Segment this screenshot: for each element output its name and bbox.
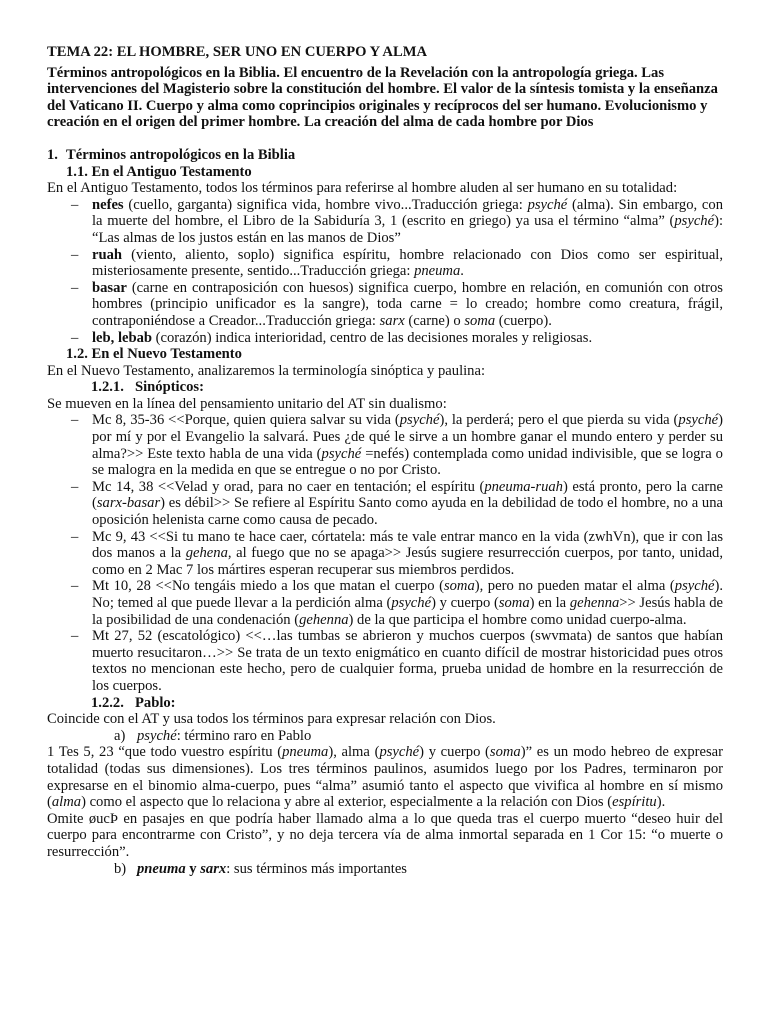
term-ruah-word: ruah — [92, 246, 123, 263]
at-terms-list — [47, 197, 723, 346]
quote-italic: psyché — [391, 595, 432, 611]
dash-bullet: – — [71, 329, 79, 346]
term-basar-text: (carne en contraposición con huesos) significa cuerpo, hombre en relación, en comunión con otros hombres (principio unificador es la sangre), toda carne = lo creado; hombre como creatura, frágil, contraponiéndose a Creador...Traducción griega: — [92, 279, 723, 329]
quote-italic: psyché — [678, 412, 719, 429]
paragraph-italic: pneuma — [282, 744, 329, 761]
quote-italic: sarx-basar — [96, 495, 161, 512]
quote-text: , al fuego que no se apaga>> Jesús sugiere resurrección cuerpos, por tanto, unidad, como en 2 Mac 7 los mártires esperan recuperar sus miembros perdidos. — [92, 545, 723, 578]
paragraph-text: 1 Tes 5, 23 “que todo vuestro espíritu ( — [47, 744, 283, 761]
quote-text: Mc 8, 35-36 <<Porque, quien quiera salvar su vida ( — [92, 412, 400, 429]
quote-text: ) está pronto, pero la carne ( — [92, 478, 724, 512]
quote-italic: soma — [498, 595, 530, 611]
section-1-2-1-heading — [91, 379, 723, 396]
term-basar-italic: sarx — [379, 312, 405, 329]
term-basar-italic: soma — [464, 312, 496, 329]
term-basar — [47, 280, 723, 330]
section-1-2-heading: 1.2. En el Nuevo Testamento — [66, 346, 242, 363]
quote-text: =nefés) contemplada como unidad indivisible, que se logra o se malogra en la medida en que se entregue o no por Cristo. — [92, 445, 723, 479]
quote-text: ). No; temed al que puede llevar a la perdición alma ( — [92, 578, 723, 611]
item-a-text: : término raro en Pablo — [176, 727, 312, 744]
quote-mc9 — [47, 529, 723, 579]
section-1-2-1-number: 1.2.1. — [91, 379, 124, 396]
term-basar-word: basar — [92, 279, 127, 296]
section-1-title: Términos antropológicos en la Biblia — [66, 146, 296, 163]
term-leb-word: leb, lebab — [92, 329, 153, 346]
term-nefes-text: (cuello, garganta) significa vida, hombre vivo...Traducción griega: — [123, 196, 528, 213]
quote-text: ) por mí y por el Evangelio la salvará. Pues ¿de qué le sirve a un hombre ganar el mundo entero y perder su alma?>> Este texto habla de una vida ( — [92, 412, 723, 462]
quote-text: ), pero no pueden matar el alma ( — [474, 578, 675, 595]
dash-bullet: – — [71, 196, 79, 213]
term-nefes-text: ): “Las almas de los justos están en las manos de Dios” — [92, 213, 723, 246]
sinopticos-list — [47, 412, 723, 694]
paragraph-text: )” es un modo hebreo de expresar totalidad (todas sus dimensiones). Los tres términos paulinos, asumidos luego por los Padres, terminaron por expresarse en el binomio alma-cuerpo, pues “alma” asumió tanto el aspecto que vivifica al hombre en sí mismo ( — [47, 744, 724, 811]
item-b-text: : sus términos más importantes — [226, 860, 407, 877]
paragraph-italic: soma — [489, 744, 521, 761]
term-nefes-word: nefes — [92, 196, 124, 213]
pablo-paragraph-2: Omite øucÞ en pasajes en que podría haber llamado alma a lo que queda tras el cuerpo muerto “deseo huir del cuerpo para encontrarme con Cristo”, y no deja tercera vía de alma inmortal separada en 1 Cor 15: “o muerte o resurrección”. — [47, 810, 723, 860]
dash-bullet: – — [71, 279, 79, 296]
dash-bullet: – — [71, 578, 79, 595]
pablo-item-b — [114, 861, 723, 878]
section-1-heading — [47, 147, 723, 164]
term-nefes-italic: psyché — [674, 213, 715, 230]
quote-text: ) es débil>> Se refiere al Espíritu Santo como ayuda en la debilidad de todo el hombre, no a una oposición helenista carne como causa de pecado. — [92, 495, 723, 529]
document-subtitle: Términos antropológicos en la Biblia. El encuentro de la Revelación con la antropología griega. Las intervenciones del Magisterio sobre la constitución del hombre. El valor de la síntesis tomista y la enseñanza del Vaticano II. Cuerpo y alma como coprincipios originales y recíprocos del ser humano. Evolucionismo y creación en el origen del primer hombre. La creación del alma de cada hombre por Dios — [47, 64, 718, 131]
quote-mt27 — [47, 628, 723, 694]
quote-mt10 — [47, 578, 723, 628]
quote-italic: gehenna — [299, 611, 349, 628]
section-1-2-2-title: Pablo: — [135, 694, 176, 711]
quote-text: ) en la — [529, 595, 570, 611]
quote-mc8 — [47, 412, 723, 478]
pablo-intro: Coincide con el AT y usa todos los términos para expresar relación con Dios. — [47, 711, 496, 728]
item-a-term: psyché — [137, 727, 177, 744]
section-1-2-2-heading — [91, 695, 723, 712]
term-nefes-italic: psyché — [527, 196, 568, 213]
term-nefes — [47, 197, 723, 247]
item-b-term-2: sarx — [200, 860, 227, 877]
nt-intro: En el Nuevo Testamento, analizaremos la terminología sinóptica y paulina: — [47, 362, 486, 379]
section-1-2-1-title: Sinópticos: — [135, 379, 204, 396]
term-nefes-text: (alma). Sin embargo, con la muerte del hombre, el Libro de la Sabiduría 3, 1 (escrito en griego) ya usa el término “alma” ( — [92, 196, 723, 230]
item-b-term-1: pneuma — [137, 860, 186, 877]
term-ruah-text: (viento, aliento, soplo) significa espíritu, hombre relacionado con Dios como ser espiritual, misteriosamente presente, sentido...Traducción griega: — [92, 246, 723, 280]
quote-italic: soma — [443, 578, 475, 595]
quote-text: Mc 9, 43 <<Si tu mano te hace caer, córtatela: más te vale entrar manco en la vida (zwhVn), que ir con las dos manos a la — [92, 528, 723, 562]
dash-bullet: – — [71, 628, 79, 645]
quote-text: Mc 14, 38 <<Velad y orad, para no caer en tentación; el espíritu ( — [92, 478, 485, 495]
paragraph-text: ) y cuerpo ( — [419, 744, 490, 761]
quote-italic: psyché — [674, 578, 715, 595]
document-page — [47, 44, 723, 877]
section-1-1-heading: 1.1. En el Antiguo Testamento — [66, 163, 252, 180]
term-ruah — [47, 247, 723, 280]
term-leb-text: (corazón) indica interioridad, centro de las decisiones morales y religiosas. — [152, 329, 593, 346]
quote-italic: psyché — [399, 412, 440, 429]
paragraph-italic: psyché — [379, 744, 420, 761]
item-b-mark: b) — [114, 860, 127, 877]
paragraph-text: ), alma ( — [328, 744, 380, 761]
dash-bullet: – — [71, 246, 79, 263]
quote-italic: gehenna — [569, 595, 620, 611]
sinopticos-intro: Se mueven en la línea del pensamiento unitario del AT sin dualismo: — [47, 395, 447, 412]
term-ruah-italic: pneuma — [414, 263, 461, 280]
term-basar-text: (carne) o — [404, 312, 465, 329]
quote-italic: pneuma-ruah — [484, 478, 563, 495]
section-1-number: 1. — [47, 146, 58, 163]
at-intro: En el Antiguo Testamento, todos los términos para referirse al hombre aluden al ser humano en su totalidad: — [47, 180, 678, 197]
dash-bullet: – — [71, 478, 79, 495]
quote-text: ) y cuerpo ( — [431, 595, 499, 611]
quote-text: ), la perderá; pero el que pierda su vida ( — [439, 412, 679, 429]
paragraph-text: ). — [656, 794, 666, 811]
term-basar-text: (cuerpo). — [495, 312, 552, 329]
quote-italic: gehena — [185, 545, 228, 562]
quote-text: ) de la que participa el hombre como unidad cuerpo-alma. — [348, 611, 687, 628]
term-ruah-text: . — [460, 263, 464, 280]
paragraph-italic: espíritu — [612, 794, 657, 811]
dash-bullet: – — [71, 412, 79, 429]
quote-italic: psyché — [321, 445, 362, 462]
pablo-item-a — [114, 728, 723, 745]
dash-bullet: – — [71, 528, 79, 545]
document-title: TEMA 22: EL HOMBRE, SER UNO EN CUERPO Y ALMA — [47, 44, 428, 60]
section-1-2-2-number: 1.2.2. — [91, 694, 124, 711]
quote-text: Mt 27, 52 (escatológico) <<…las tumbas se abrieron y muchos cuerpos (swvmata) de santos que habían muerto resucitaron…>> Se trata de un texto enigmático en cuanto difícil de mostrar historicidad pues otros textos no mencionan este hecho, pero de cualquier forma, prueba unidad de hombre en la resurrección de los cuerpos. — [92, 628, 723, 694]
item-b-join: y — [185, 860, 201, 877]
quote-text: Mt 10, 28 <<No tengáis miedo a los que matan el cuerpo ( — [92, 578, 444, 595]
item-a-mark: a) — [114, 727, 126, 744]
paragraph-text: ) como el aspecto que lo relaciona y abre al exterior, especialmente a la relación con Dios ( — [81, 794, 613, 811]
quote-text: >> Jesús habla de la posibilidad de una condenación ( — [92, 595, 723, 628]
paragraph-italic: alma — [51, 794, 82, 811]
pablo-paragraph-1 — [47, 744, 723, 810]
quote-mc14 — [47, 479, 723, 529]
term-leb — [47, 330, 723, 347]
